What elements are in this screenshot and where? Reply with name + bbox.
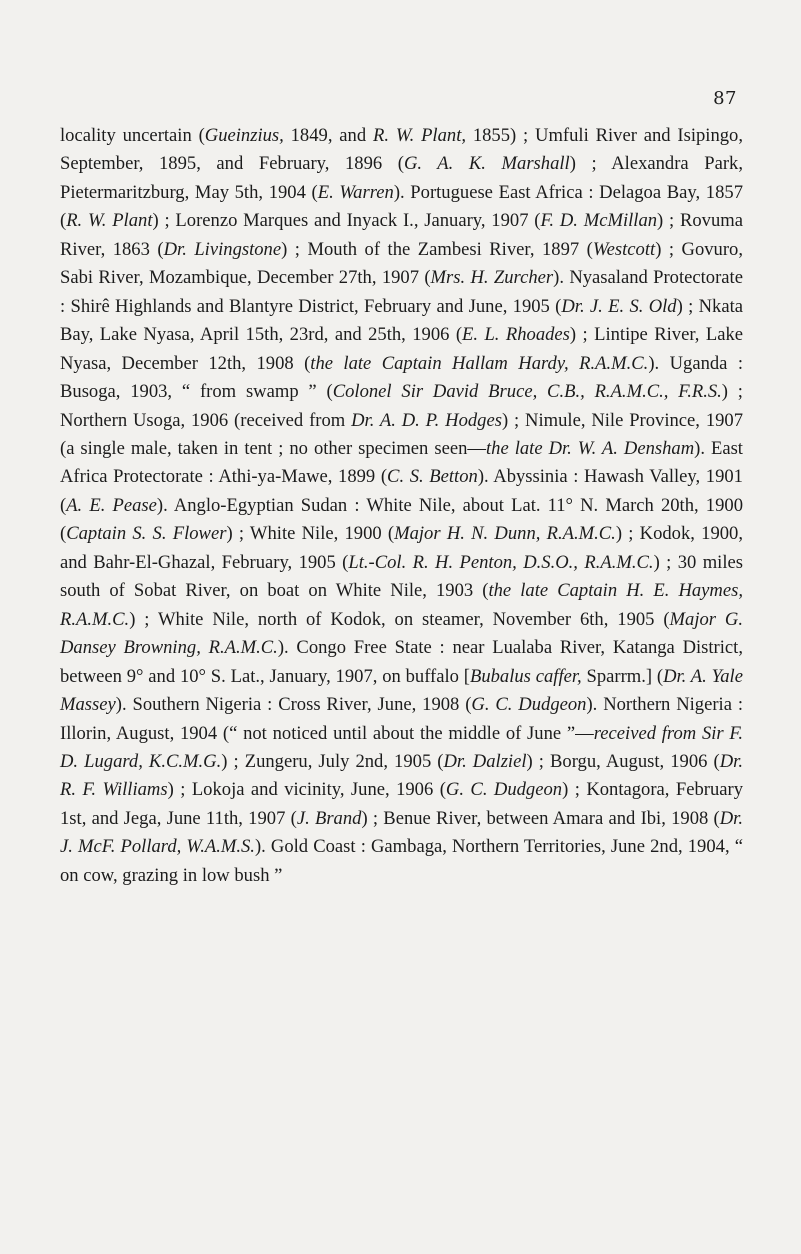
text-run: ) ; Kontagora, February 1st, and Jega, June 11th, 1907 ( <box>60 779 743 829</box>
text-run: locality uncertain ( <box>60 125 205 146</box>
italic-text-run: received from Sir F. D. Lugard, K.C.M.G. <box>60 722 743 772</box>
text-run: ) ; Govuro, Sabi River, Mozambique, December 27th, 1907 ( <box>60 238 743 289</box>
page-number: 87 <box>713 88 737 109</box>
text-run: 1855) ; Umfuli River and Isipingo, September, 1895, and February, 1896 ( <box>60 125 743 175</box>
text-run: 1849, and <box>283 125 373 146</box>
text-run: ) ; Zungeru, July 2nd, 1905 ( <box>221 750 444 772</box>
text-run: ). Gold Coast : Gambaga, Northern Territories, June 2nd, 1904, “ on cow, grazing in low bush ” <box>60 836 743 886</box>
italic-text-run: Lt.-Col. R. H. Penton, D.S.O., R.A.M.C. <box>348 551 654 573</box>
italic-text-run: the late Captain Hallam Hardy, R.A.M.C. <box>310 352 649 374</box>
italic-text-run: F. D. McMillan <box>540 210 658 232</box>
italic-text-run: Major G. Dansey Browning, R.A.M.C. <box>60 608 743 659</box>
text-run: ) ; Lintipe River, Lake Nyasa, December 12th, 1908 ( <box>60 324 744 374</box>
italic-text-run: Gueinzius, <box>204 125 284 146</box>
text-run: ) ; Northern Usoga, 1906 (received from <box>60 381 743 431</box>
italic-text-run: Mrs. H. Zurcher <box>430 267 554 289</box>
page-body <box>60 122 743 890</box>
italic-text-run: the late Dr. W. A. Densham <box>485 437 695 459</box>
text-run: ) ; White Nile, north of Kodok, on steamer, November 6th, 1905 ( <box>129 608 670 630</box>
italic-text-run: Dr. J. McF. Pollard, W.A.M.S. <box>60 807 743 858</box>
italic-text-run: C. S. Betton <box>387 466 478 488</box>
italic-text-run: E. L. Rhoades <box>462 324 570 346</box>
text-run: ) ; Kodok, 1900, and Bahr-El-Ghazal, February, 1905 ( <box>60 523 743 573</box>
italic-text-run: Colonel Sir David Bruce, C.B., R.A.M.C., F.R.S. <box>332 381 722 403</box>
text-run: ) ; Rovuma River, 1863 ( <box>60 210 743 260</box>
italic-text-run: Dr. A. D. P. Hodges <box>351 409 502 431</box>
text-run: ) ; Lorenzo Marques and Inyack I., January, 1907 ( <box>152 210 541 232</box>
italic-text-run: Major H. N. Dunn, R.A.M.C. <box>394 523 616 545</box>
italic-text-run: G. C. Dudgeon <box>445 779 563 801</box>
text-run: ). East Africa Protectorate : Athi-ya-Mawe, 1899 ( <box>60 437 743 488</box>
text-run: ) ; Mouth of the Zambesi River, 1897 ( <box>281 238 593 260</box>
italic-text-run: Dr. J. E. S. Old <box>561 295 677 317</box>
italic-text-run: R. W. Plant <box>66 210 153 232</box>
italic-text-run: Westcott <box>592 238 656 260</box>
text-run: ). Abyssinia : Hawash Valley, 1901 ( <box>60 466 743 516</box>
text-run: ) ; Benue River, between Amara and Ibi, 1908 ( <box>361 807 720 829</box>
italic-text-run: E. Warren <box>317 181 394 203</box>
text-run: ). Nyasaland Protectorate : Shirê Highlands and Blantyre District, February and June, 1905 ( <box>60 267 743 317</box>
italic-text-run: A. E. Pease <box>66 494 157 516</box>
text-run: ) ; Nkata Bay, Lake Nyasa, April 15th, 23rd, and 25th, 1906 ( <box>60 295 743 346</box>
italic-text-run: R. W. Plant, <box>372 125 467 146</box>
text-run: ). Anglo-Egyptian Sudan : White Nile, about Lat. 11° N. March 20th, 1900 ( <box>60 494 743 545</box>
italic-text-run: Captain S. S. Flower <box>66 523 227 545</box>
text-run: ). Congo Free State : near Lualaba River, Katanga District, between 9° and 10° S. Lat., January, 1907, on buffalo [ <box>60 637 743 687</box>
italic-text-run: J. Brand <box>296 807 362 829</box>
text-run: ) ; Borgu, August, 1906 ( <box>526 750 720 772</box>
text-run: ) ; Nimule, Nile Province, 1907 (a single male, taken in tent ; no other specimen seen— <box>60 409 744 459</box>
body-paragraph <box>60 122 743 890</box>
text-run: ) ; Alexandra Park, Pietermaritzburg, May 5th, 1904 ( <box>60 153 743 203</box>
italic-text-run: Bubalus caffer, <box>469 665 582 687</box>
italic-text-run: the late Captain H. E. Haymes, R.A.M.C. <box>60 580 744 630</box>
text-run: ) ; 30 miles south of Sobat River, on boat on White Nile, 1903 ( <box>60 551 743 602</box>
text-run: ). Northern Nigeria : Illorin, August, 1904 (“ not noticed until about the middle of June ”— <box>60 694 743 744</box>
text-run: ) ; White Nile, 1900 ( <box>226 523 395 545</box>
text-run: ). Southern Nigeria : Cross River, June, 1908 ( <box>115 694 472 716</box>
text-run: ). Uganda : Busoga, 1903, “ from swamp ” ( <box>60 352 743 403</box>
italic-text-run: Dr. A. Yale Massey <box>60 665 743 716</box>
italic-text-run: Dr. Dalziel <box>443 750 527 772</box>
text-run: Sparrm.] ( <box>581 665 664 687</box>
text-run: ). Portuguese East Africa : Delagoa Bay, 1857 ( <box>60 181 743 232</box>
italic-text-run: G. C. Dudgeon <box>471 694 587 716</box>
italic-text-run: G. A. K. Marshall <box>403 153 570 175</box>
italic-text-run: Dr. R. F. Williams <box>60 750 743 801</box>
italic-text-run: Dr. Livingstone <box>163 238 282 260</box>
text-run: ) ; Lokoja and vicinity, June, 1906 ( <box>167 779 446 801</box>
